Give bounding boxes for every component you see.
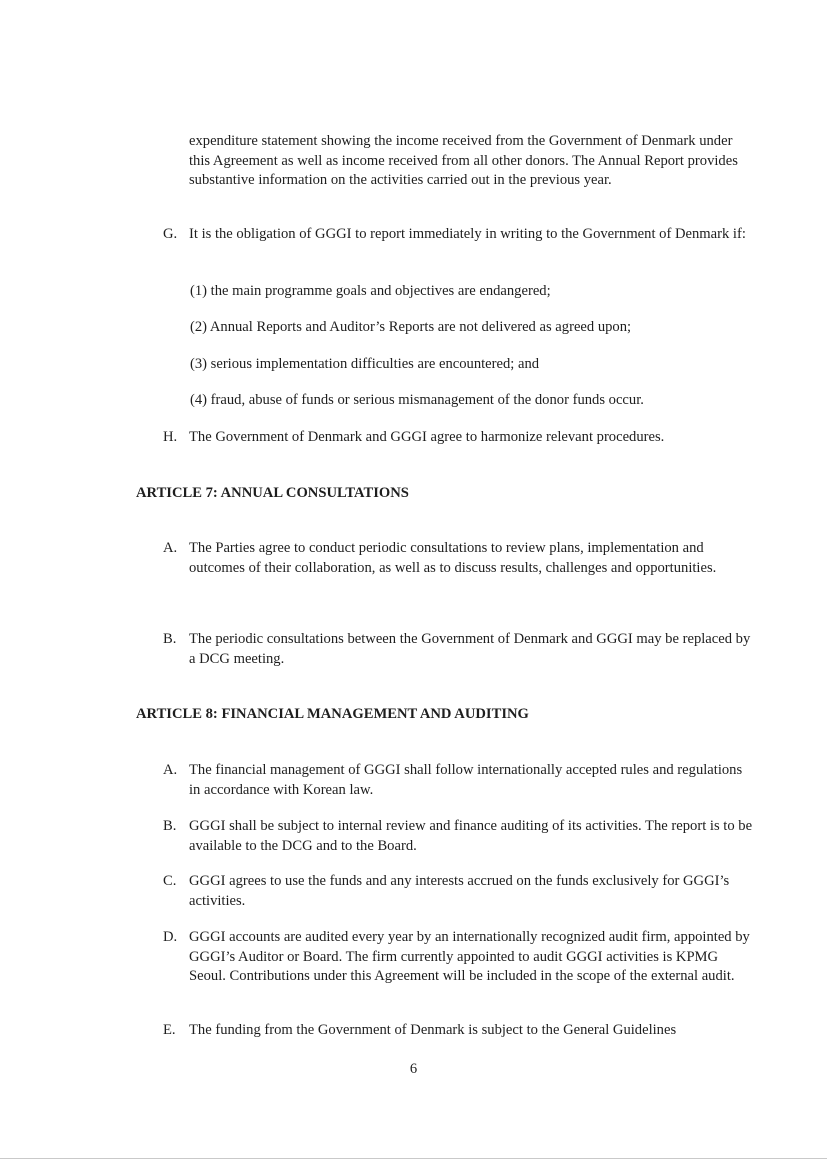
article-7-item-b-text: The periodic consultations between the Government of Denmark and GGGI may be replaced by a DCG meeting. xyxy=(189,631,751,667)
page-number: 6 xyxy=(409,1061,418,1077)
article-8-item-b-letter: B. xyxy=(163,818,177,834)
article-8-heading: ARTICLE 8: FINANCIAL MANAGEMENT AND AUDITING xyxy=(136,706,529,722)
article-8-item-a-text: The financial management of GGGI shall follow internationally accepted rules and regulations in accordance with Korean law. xyxy=(189,762,743,798)
bottom-edge-line xyxy=(0,1158,827,1159)
item-g-text: It is the obligation of GGGI to report immediately in writing to the Government of Denmark if: xyxy=(189,226,746,242)
article-8-item-a-letter: A. xyxy=(163,762,178,778)
article-8-item-c-text: GGGI agrees to use the funds and any interests accrued on the funds exclusively for GGGI’s activities. xyxy=(189,873,730,909)
article-7-item-a-letter: A. xyxy=(163,540,178,556)
item-h-text: The Government of Denmark and GGGI agree to harmonize relevant procedures. xyxy=(189,429,665,445)
article-8-item-b-text: GGGI shall be subject to internal review and finance auditing of its activities. The report is to be available to the DCG and to the Board. xyxy=(189,818,753,854)
article-8-item-d-letter: D. xyxy=(163,929,178,945)
article-7-heading: ARTICLE 7: ANNUAL CONSULTATIONS xyxy=(136,485,409,501)
item-g-letter: G. xyxy=(163,226,178,242)
item-g-subitem-3: (3) serious implementation difficulties are encountered; and xyxy=(190,356,540,372)
item-g-subitem-1: (1) the main programme goals and objectives are endangered; xyxy=(190,283,551,299)
intro-paragraph: expenditure statement showing the income received from the Government of Denmark under this Agreement as well as income received from all other donors. The Annual Report provides substantive information on the activities carried out in the previous year. xyxy=(189,133,738,188)
item-g-subitem-2: (2) Annual Reports and Auditor’s Reports are not delivered as agreed upon; xyxy=(190,319,632,335)
article-8-item-d-text: GGGI accounts are audited every year by an internationally recognized audit firm, appointed by GGGI’s Auditor or Board. The firm currently appointed to audit GGGI activities is KPMG Seoul. Contributions under this Agreement will be included in the scope of the external audit. xyxy=(189,929,750,984)
item-g-subitem-4: (4) fraud, abuse of funds or serious mismanagement of the donor funds occur. xyxy=(190,392,644,408)
article-8-item-e-text: The funding from the Government of Denmark is subject to the General Guidelines xyxy=(189,1022,677,1038)
article-7-item-b-letter: B. xyxy=(163,631,177,647)
article-7-item-a-text: The Parties agree to conduct periodic consultations to review plans, implementation and outcomes of their collaboration, as well as to discuss results, challenges and opportunities. xyxy=(189,540,717,576)
article-8-item-e-letter: E. xyxy=(163,1022,176,1038)
item-h-letter: H. xyxy=(163,429,178,445)
article-8-item-c-letter: C. xyxy=(163,873,177,889)
